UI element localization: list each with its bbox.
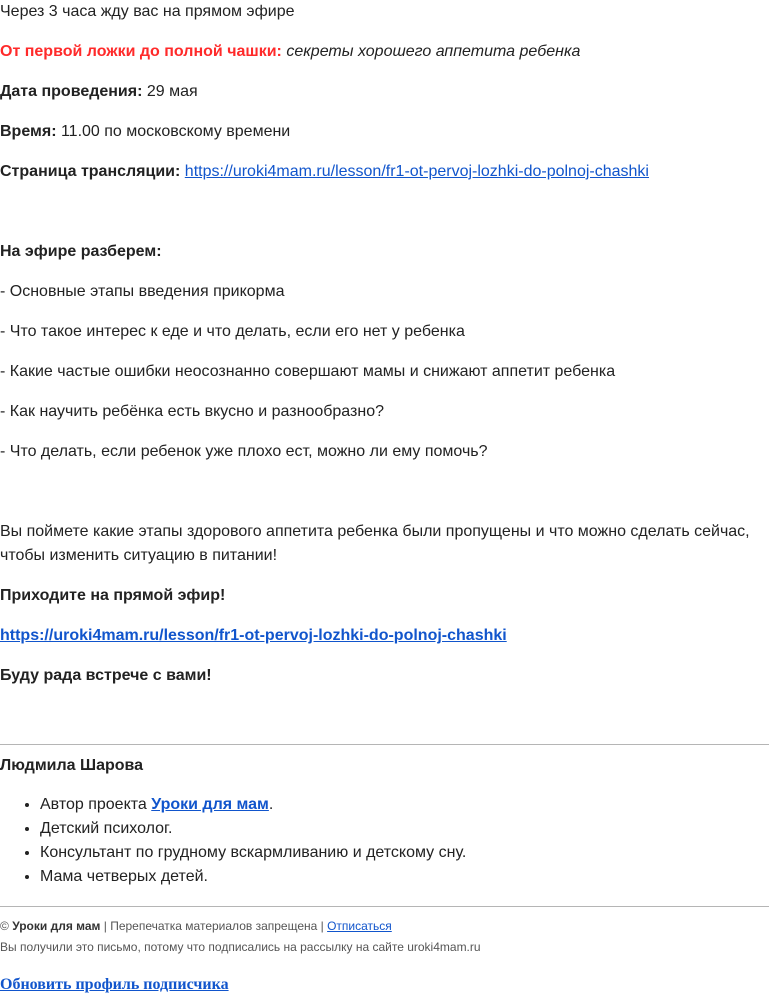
agenda-item: - Что такое интерес к еде и что делать, если его нет у ребенка xyxy=(0,323,465,340)
unsubscribe-link[interactable]: Отписаться xyxy=(327,919,392,933)
date-label: Дата проведения: xyxy=(0,83,143,100)
agenda-item: - Основные этапы введения прикорма xyxy=(0,283,285,300)
intro-text: Через 3 часа жду вас на прямом эфире xyxy=(0,3,295,20)
footer-brand: Уроки для мам xyxy=(12,919,101,933)
update-profile-link[interactable]: Обновить профиль подписчика xyxy=(0,976,229,993)
footer-divider xyxy=(0,906,769,907)
bio-item: • Детский психолог. xyxy=(40,817,466,841)
agenda-item: - Какие частые ошибки неосознанно совершают мамы и снижают аппетит ребенка xyxy=(0,363,616,380)
project-link[interactable]: Уроки для мам xyxy=(151,796,269,813)
agenda-heading: На эфире разберем: xyxy=(0,243,162,260)
webinar-subtitle: секреты хорошего аппетита ребенка xyxy=(286,43,581,60)
copyright-symbol: © xyxy=(0,919,9,933)
webinar-title: От первой ложки до полной чашки: xyxy=(0,43,282,60)
closing-paragraph: Вы поймете какие этапы здорового аппетита ребенка были пропущены и что можно сделать сейчас, чтобы изменить ситуацию в питании! xyxy=(0,523,750,564)
date-line xyxy=(0,80,198,104)
date-value: 29 мая xyxy=(146,83,198,100)
bio-item-author xyxy=(40,793,466,817)
time-line xyxy=(0,120,290,144)
author-suffix: . xyxy=(268,796,274,813)
bio-item: • Мама четверых детей. xyxy=(40,865,466,889)
broadcast-page-line xyxy=(0,160,649,184)
time-label: Время: xyxy=(0,123,57,140)
footer-notice: | Перепечатка материалов запрещена | xyxy=(100,919,328,933)
farewell-text: Буду рада встрече с вами! xyxy=(0,667,212,684)
bio-item: • Консультант по грудному вскармливанию и детскому сну. xyxy=(40,841,466,865)
broadcast-page-label: Страница трансляции: xyxy=(0,163,181,180)
signature-divider xyxy=(0,744,769,745)
agenda-item: - Как научить ребёнка есть вкусно и разнообразно? xyxy=(0,403,384,420)
author-name: Людмила Шарова xyxy=(0,757,144,774)
time-value: 11.00 по московскому времени xyxy=(60,123,291,140)
cta-text: Приходите на прямой эфир! xyxy=(0,587,226,604)
webinar-title-line xyxy=(0,40,580,64)
footer-copyright-line xyxy=(0,918,392,934)
author-prefix: Автор проекта xyxy=(40,796,152,813)
agenda-item: - Что делать, если ребенок уже плохо ест, можно ли ему помочь? xyxy=(0,443,488,460)
cta-link[interactable]: https://uroki4mam.ru/lesson/fr1-ot-pervoj-lozhki-do-polnoj-chashki xyxy=(0,627,507,644)
footer-reason: Вы получили это письмо, потому что подписались на рассылку на сайте uroki4mam.ru xyxy=(0,940,481,954)
broadcast-page-link[interactable]: https://uroki4mam.ru/lesson/fr1-ot-pervoj-lozhki-do-polnoj-chashki xyxy=(184,163,649,180)
author-bio-list xyxy=(0,793,466,889)
cta-link-line xyxy=(0,624,507,648)
